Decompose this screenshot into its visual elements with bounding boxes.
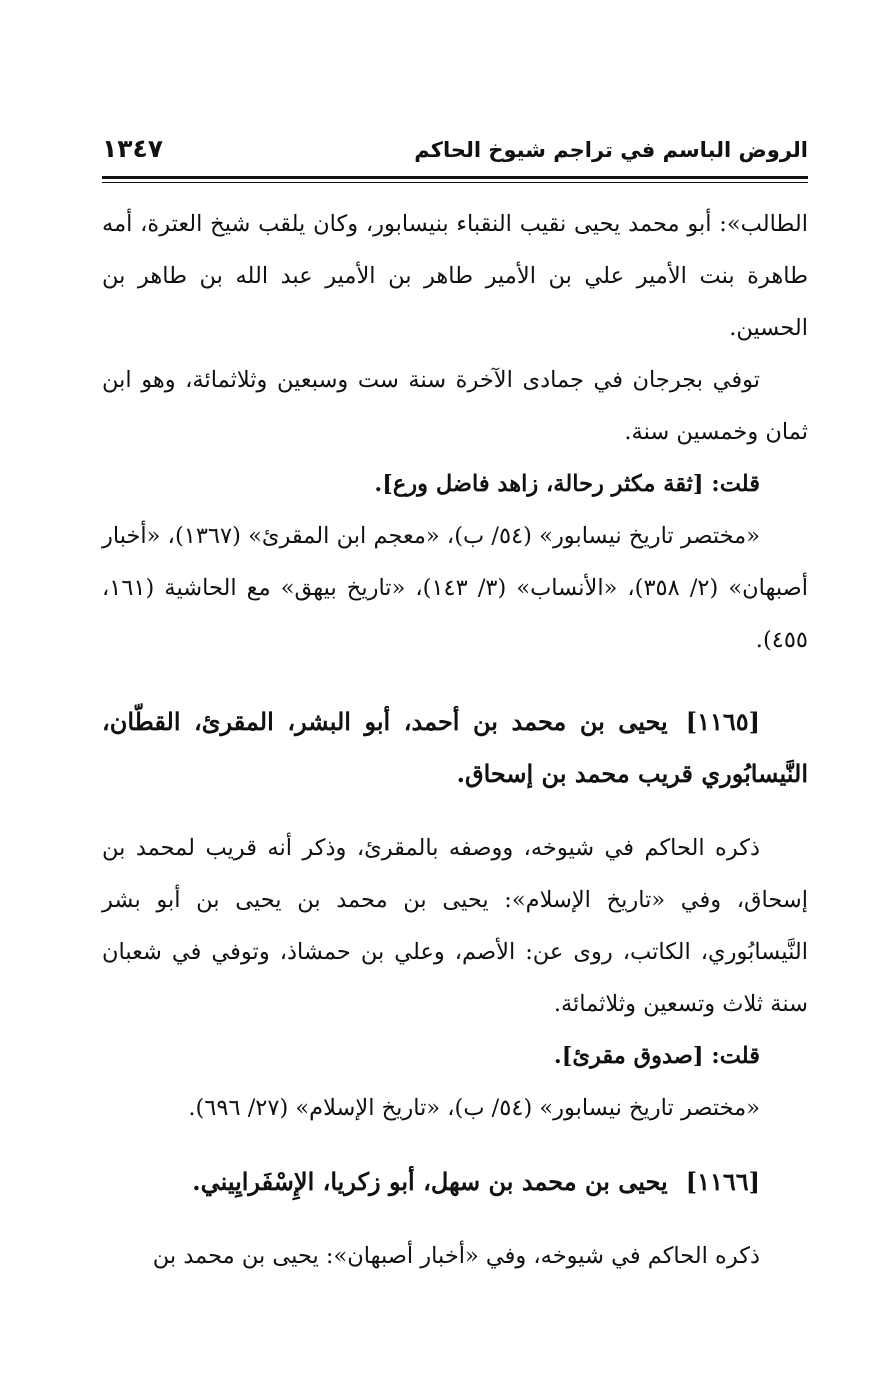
entry-title-1165: يحيى بن محمد بن أحمد، أبو البشر، المقرئ، القطّان، النَّيسابُوري قريب محمد بن إسحاق. — [102, 707, 808, 788]
sources-1165: «مختصر تاريخ نيسابور» (٥٤/ ب)، «تاريخ الإسلام» (٢٧/ ٦٩٦). — [188, 1095, 760, 1121]
entry-heading-1165 — [102, 696, 808, 800]
running-title: الروض الباسم في تراجم شيوخ الحاكم — [414, 138, 808, 162]
header-rule-thin — [102, 182, 808, 183]
paragraph-continued: الطالب»: أبو محمد يحيى نقيب النقباء بنيسابور، وكان يلقب شيخ العترة، أمه طاهرة بنت الأمير علي بن الأمير طاهر بن الأمير عبد الله بن طاهر بن الحسين. — [102, 211, 808, 341]
verdict-1165: قلت: [صدوق مقرئ]. — [553, 1043, 760, 1069]
entry-heading-1166 — [102, 1156, 808, 1208]
page-body — [102, 198, 808, 1282]
verdict-1164: قلت: [ثقة مكثر رحالة، زاهد فاضل ورع]. — [374, 471, 760, 497]
page-header — [102, 132, 808, 174]
sources-1164: «مختصر تاريخ نيسابور» (٥٤/ ب)، «معجم ابن المقرئ» (١٣٦٧)، «أخبار أصبهان» (٢/ ٣٥٨)، «الأنساب» (٣/ ١٤٣)، «تاريخ بيهق» مع الحاشية (١٦١، ٤٥٥). — [102, 523, 809, 653]
page-number: ١٣٤٧ — [102, 134, 164, 163]
header-rule-thick — [102, 176, 808, 179]
entry-number-1166: [١١٦٦] — [685, 1167, 760, 1196]
paragraph-death: توفي بجرجان في جمادى الآخرة سنة ست وسبعين وثلاثمائة، وهو ابن ثمان وخمسين سنة. — [102, 367, 808, 445]
entry-title-1166: يحيى بن محمد بن سهل، أبو زكريا، الإِسْفَرايِيني. — [192, 1167, 668, 1196]
paragraph-1165: ذكره الحاكم في شيوخه، ووصفه بالمقرئ، وذكر أنه قريب لمحمد بن إسحاق، وفي «تاريخ الإسلام»: يحيى بن محمد بن يحيى بن أبو بشر النَّيسابُوري، الكاتب، روى عن: الأصم، وعلي بن حمشاذ، وتوفي في شعبان سنة ثلاث وتسعين وثلاثمائة. — [102, 835, 808, 1017]
entry-number-1165: [١١٦٥] — [685, 707, 760, 736]
paragraph-1166: ذكره الحاكم في شيوخه، وفي «أخبار أصبهان»: يحيى بن محمد بن — [152, 1243, 760, 1269]
